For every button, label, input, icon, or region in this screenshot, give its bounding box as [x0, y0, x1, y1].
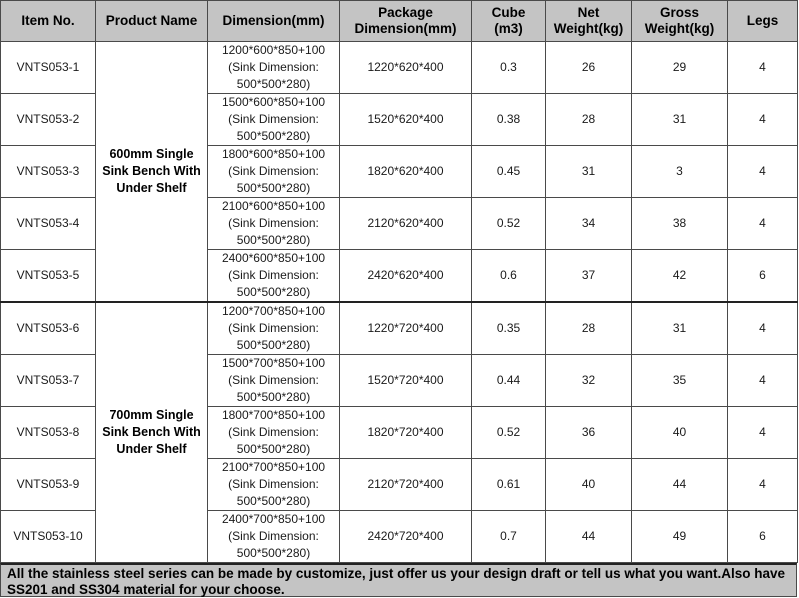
- header-legs: [728, 1, 798, 42]
- dimension-line: 1500*600*850+100: [221, 95, 326, 109]
- cube-cell: 0.3: [472, 42, 546, 94]
- cube-cell: 0.52: [472, 407, 546, 459]
- dimension-line: (Sink Dimension:: [228, 112, 319, 126]
- net-weight-cell: 34: [546, 198, 632, 250]
- dimension-line: 500*500*280): [236, 129, 311, 143]
- gross-weight-cell: 40: [632, 407, 728, 459]
- product-name-cell: [96, 42, 208, 303]
- package-dimension-cell: 1220*620*400: [340, 42, 472, 94]
- product-name-cell: [96, 302, 208, 563]
- gross-weight-cell: 3: [632, 146, 728, 198]
- header-line: Legs: [746, 13, 779, 28]
- net-weight-cell: 26: [546, 42, 632, 94]
- dimension-cell: [208, 250, 340, 303]
- net-weight-cell: 32: [546, 355, 632, 407]
- net-weight-cell: 28: [546, 94, 632, 146]
- dimension-line: 2100*700*850+100: [221, 460, 326, 474]
- header-row: [1, 1, 798, 42]
- dimension-line: (Sink Dimension:: [228, 425, 319, 439]
- dimension-line: (Sink Dimension:: [228, 60, 319, 74]
- dimension-line: 2400*700*850+100: [221, 512, 326, 526]
- legs-cell: 4: [728, 42, 798, 94]
- header-dimension: [208, 1, 340, 42]
- legs-cell: 4: [728, 355, 798, 407]
- dimension-line: 500*500*280): [236, 285, 311, 299]
- dimension-line: 1500*700*850+100: [221, 356, 326, 370]
- item-no-cell: VNTS053-8: [1, 407, 96, 459]
- header-item-no: [1, 1, 96, 42]
- product-name-line: Sink Bench With: [102, 425, 201, 439]
- dimension-line: 500*500*280): [236, 494, 311, 508]
- cube-cell: 0.7: [472, 511, 546, 563]
- dimension-line: 2400*600*850+100: [221, 251, 326, 265]
- legs-cell: 6: [728, 250, 798, 303]
- package-dimension-cell: 2120*720*400: [340, 459, 472, 511]
- gross-weight-cell: 38: [632, 198, 728, 250]
- dimension-line: 2100*600*850+100: [221, 199, 326, 213]
- cube-cell: 0.38: [472, 94, 546, 146]
- item-no-cell: VNTS053-3: [1, 146, 96, 198]
- net-weight-cell: 36: [546, 407, 632, 459]
- net-weight-cell: 40: [546, 459, 632, 511]
- item-no-cell: VNTS053-6: [1, 302, 96, 355]
- table-row: [1, 42, 798, 94]
- package-dimension-cell: 1220*720*400: [340, 302, 472, 355]
- cube-cell: 0.61: [472, 459, 546, 511]
- dimension-line: (Sink Dimension:: [228, 216, 319, 230]
- dimension-line: 500*500*280): [236, 338, 311, 352]
- header-line: Weight(kg): [644, 21, 715, 36]
- dimension-cell: [208, 302, 340, 355]
- item-no-cell: VNTS053-2: [1, 94, 96, 146]
- package-dimension-cell: 1520*720*400: [340, 355, 472, 407]
- dimension-cell: [208, 42, 340, 94]
- cube-cell: 0.35: [472, 302, 546, 355]
- gross-weight-cell: 35: [632, 355, 728, 407]
- legs-cell: 4: [728, 146, 798, 198]
- item-no-cell: VNTS053-9: [1, 459, 96, 511]
- item-no-cell: VNTS053-1: [1, 42, 96, 94]
- dimension-line: (Sink Dimension:: [228, 529, 319, 543]
- legs-cell: 4: [728, 459, 798, 511]
- package-dimension-cell: 1520*620*400: [340, 94, 472, 146]
- dimension-line: (Sink Dimension:: [228, 164, 319, 178]
- item-no-cell: VNTS053-4: [1, 198, 96, 250]
- gross-weight-cell: 31: [632, 302, 728, 355]
- header-line: Gross: [659, 5, 700, 20]
- header-line: (m3): [494, 21, 523, 36]
- dimension-cell: [208, 355, 340, 407]
- package-dimension-cell: 2120*620*400: [340, 198, 472, 250]
- package-dimension-cell: 1820*620*400: [340, 146, 472, 198]
- legs-cell: 4: [728, 94, 798, 146]
- package-dimension-cell: 2420*720*400: [340, 511, 472, 563]
- header-product-name: [96, 1, 208, 42]
- header-net-weight: [546, 1, 632, 42]
- legs-cell: 4: [728, 407, 798, 459]
- dimension-line: (Sink Dimension:: [228, 321, 319, 335]
- legs-cell: 4: [728, 198, 798, 250]
- header-package-dimension: [340, 1, 472, 42]
- header-line: Net: [577, 5, 600, 20]
- product-name-line: Under Shelf: [116, 181, 187, 195]
- dimension-line: 1800*600*850+100: [221, 147, 326, 161]
- header-line: Dimension(mm): [354, 21, 457, 36]
- product-name-line: 700mm Single: [109, 408, 194, 422]
- header-line: Item No.: [21, 13, 75, 28]
- dimension-line: 1200*700*850+100: [221, 304, 326, 318]
- dimension-cell: [208, 407, 340, 459]
- cube-cell: 0.44: [472, 355, 546, 407]
- net-weight-cell: 44: [546, 511, 632, 563]
- package-dimension-cell: 2420*620*400: [340, 250, 472, 303]
- header-line: Package: [378, 5, 433, 20]
- net-weight-cell: 37: [546, 250, 632, 303]
- header-line: Dimension(mm): [222, 13, 325, 28]
- dimension-line: 500*500*280): [236, 233, 311, 247]
- header-line: Product Name: [105, 13, 198, 28]
- item-no-cell: VNTS053-10: [1, 511, 96, 563]
- dimension-line: (Sink Dimension:: [228, 268, 319, 282]
- dimension-cell: [208, 459, 340, 511]
- product-name-line: Sink Bench With: [102, 164, 201, 178]
- item-no-cell: VNTS053-5: [1, 250, 96, 303]
- dimension-line: (Sink Dimension:: [228, 373, 319, 387]
- dimension-cell: [208, 198, 340, 250]
- footer-note: All the stainless steel series can be made by customize, just offer us your design draft or tell us what you want.Also have SS201 and SS304 material for your choose.: [0, 563, 797, 597]
- dimension-line: (Sink Dimension:: [228, 477, 319, 491]
- header-line: Cube: [491, 5, 526, 20]
- header-gross-weight: [632, 1, 728, 42]
- cube-cell: 0.45: [472, 146, 546, 198]
- net-weight-cell: 28: [546, 302, 632, 355]
- gross-weight-cell: 49: [632, 511, 728, 563]
- dimension-cell: [208, 146, 340, 198]
- dimension-line: 1200*600*850+100: [221, 43, 326, 57]
- product-name-line: Under Shelf: [116, 442, 187, 456]
- dimension-line: 500*500*280): [236, 77, 311, 91]
- gross-weight-cell: 42: [632, 250, 728, 303]
- dimension-line: 500*500*280): [236, 442, 311, 456]
- product-name-line: 600mm Single: [109, 147, 194, 161]
- header-line: Weight(kg): [553, 21, 624, 36]
- dimension-cell: [208, 94, 340, 146]
- gross-weight-cell: 31: [632, 94, 728, 146]
- cube-cell: 0.52: [472, 198, 546, 250]
- header-cube: [472, 1, 546, 42]
- gross-weight-cell: 44: [632, 459, 728, 511]
- cube-cell: 0.6: [472, 250, 546, 303]
- dimension-line: 500*500*280): [236, 546, 311, 560]
- net-weight-cell: 31: [546, 146, 632, 198]
- dimension-cell: [208, 511, 340, 563]
- gross-weight-cell: 29: [632, 42, 728, 94]
- legs-cell: 4: [728, 302, 798, 355]
- package-dimension-cell: 1820*720*400: [340, 407, 472, 459]
- table-body: [1, 42, 798, 563]
- legs-cell: 6: [728, 511, 798, 563]
- item-no-cell: VNTS053-7: [1, 355, 96, 407]
- dimension-line: 1800*700*850+100: [221, 408, 326, 422]
- dimension-line: 500*500*280): [236, 181, 311, 195]
- dimension-line: 500*500*280): [236, 390, 311, 404]
- table-row: [1, 302, 798, 355]
